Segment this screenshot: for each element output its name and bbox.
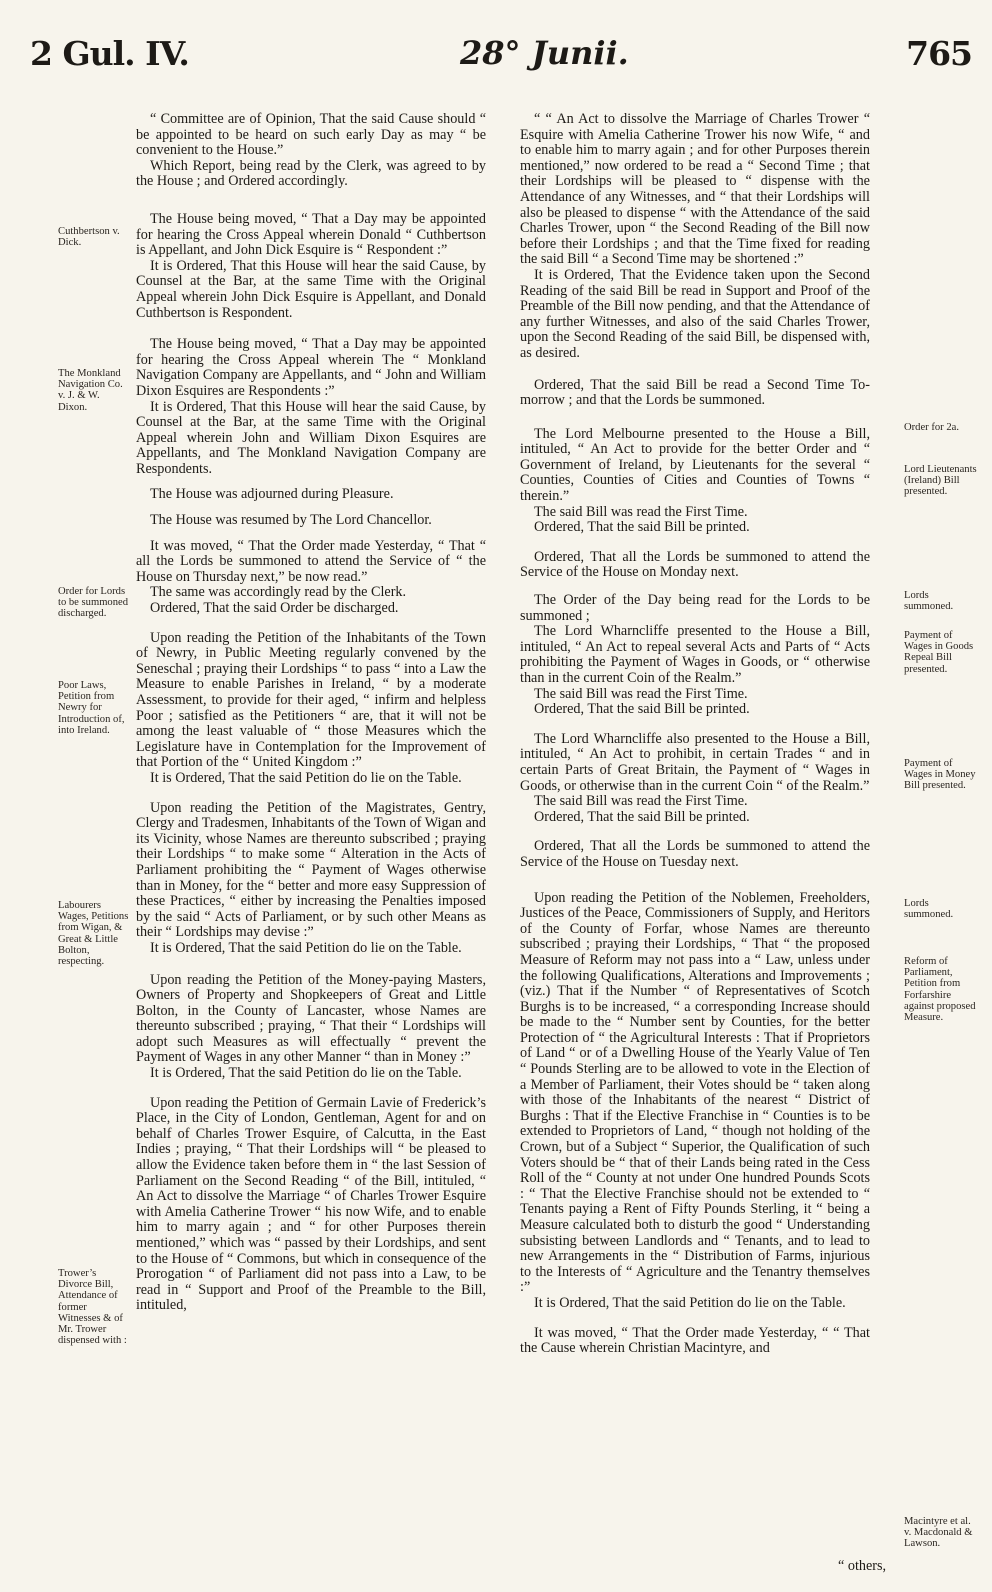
paragraph: Ordered, That all the Lords be summoned to attend the Service of the House on Monday next. bbox=[520, 548, 870, 581]
paragraph: It is Ordered, That the said Petition do lie on the Table. bbox=[534, 1294, 846, 1311]
margin-note: Order for 2a. bbox=[904, 422, 960, 433]
paragraph: Upon reading the Petition of Germain Lavie of Frederick’s Place, in the City of London, Gentleman, Agent for and on behalf of Charles Trower Esquire, of Calcutta, in the East Indies ; praying, “ That their Lordships will “ be pleased to allow the Evidence taken before them in “ the last Session of Parliament on the Second Reading “ of the Bill, intituled, “ An Act to dissolve the Marriage “ of Charles Trower Esquire with Amelia Catherine Trower “ his now Wife, and to enable him to marry again ; and “ for other Purposes therein mentioned,” which was “ passed by their Lordships, and sent to the House of “ Commons, but which in consequence of the Prorogation “ of Parliament did not pass into a Law, to be read in “ Support and Proof of the Preamble to the Bill, intituled, bbox=[136, 1094, 486, 1314]
paragraph: The House being moved, “ That a Day may be appointed for hearing the Cross Appeal wherein The “ Monkland Navigation Company are Appellants, and “ John and William Dixon Esquires are Respondents :” bbox=[136, 336, 486, 399]
margin-note: Lords summoned. bbox=[904, 898, 954, 921]
margin-note: Payment of Wages in Goods Repeal Bill presented. bbox=[904, 630, 974, 675]
paragraph: Ordered, That the said Bill be read a Second Time To-morrow ; and that the Lords be summoned. bbox=[520, 376, 870, 409]
paragraph: “ “ An Act to dissolve the Marriage of Charles Trower “ Esquire with Amelia Catherine Trower his now Wife, “ and to enable him to marry again ; and for other Purposes therein mentioned,” now ordered to be read a “ Second Time ; that their Lordships will be pleased to “ dispense with the Attendance of any Witnesses, and “ that their Lordships will also be pleased to dispense “ with the Attendance of the said Charles Trower, upon “ the Second Reading of the Bill now before their Lordships ; and that the Time fixed for reading the said Bill “ a Second Time may be shortened :” bbox=[520, 111, 870, 268]
paragraph: The said Bill was read the First Time. bbox=[534, 503, 748, 520]
paragraph: Ordered, That the said Bill be printed. bbox=[534, 808, 750, 825]
paragraph: It was moved, “ That the Order made Yesterday, “ That “ all the Lords be summoned to attend the Service of “ the House on Thursday next,” be now read.” bbox=[136, 537, 486, 585]
margin-note: Payment of Wages in Money Bill presented. bbox=[904, 758, 976, 792]
right-column bbox=[520, 112, 870, 1357]
regnal-year: 2 Gul. IV. bbox=[30, 34, 189, 73]
page-number: 765 bbox=[906, 34, 972, 73]
page-header bbox=[30, 30, 972, 74]
paragraph: Ordered, That the said Bill be printed. bbox=[534, 701, 750, 718]
date-heading: 28° Junii. bbox=[460, 34, 629, 72]
paragraph: The said Bill was read the First Time. bbox=[534, 685, 748, 702]
margin-note: Lords summoned. bbox=[904, 590, 954, 613]
paragraph: It is Ordered, That this House will hear the said Cause, by Counsel at the Bar, at the same Time with the Original Appeal wherein John Dick Esquire is Appellant, and Donald Cuthbertson is Respondent. bbox=[136, 257, 486, 321]
margin-note: Reform of Parliament, Petition from Forfarshire against proposed Measure. bbox=[904, 956, 976, 1024]
paragraph: Ordered, That the said Bill be printed. bbox=[534, 519, 750, 536]
paragraph: The House being moved, “ That a Day may be appointed for hearing the Cross Appeal wherein Donald “ Cuthbertson is Appellant, and John Dick Esquire is “ Respondent :” bbox=[136, 210, 486, 259]
paragraph: Upon reading the Petition of the Inhabitants of the Town of Newry, in Public Meeting regularly convened by the Seneschal ; praying their Lordships “ to pass “ into a Law the Measure to enable Parishes in Ireland, “ by a moderate Assessment, to provide for their aged, “ infirm and helpless Poor ; satisfied as the Petitioners “ are, that it will not be among the least valuable of “ those Measures which the Legislature have in Contemplation for the Improvement of that Portion of the “ United Kingdom :” bbox=[136, 629, 486, 771]
paragraph: The House was resumed by The Lord Chancellor. bbox=[150, 512, 432, 529]
paragraph: The same was accordingly read by the Clerk. bbox=[150, 584, 407, 601]
margin-note: Trower’s Divorce Bill, Attendance of former Witnesses & of Mr. Trower dispensed with : bbox=[58, 1268, 127, 1347]
margin-note: The Monkland Navigation Co. v. J. & W. Dixon. bbox=[58, 368, 123, 413]
paragraph: The Lord Wharncliffe presented to the House a Bill, intituled, “ An Act to repeal several Acts and Parts of “ Acts prohibiting the Payment of Wages in Goods, or “ otherwise than in the current Coin of the Realm.” bbox=[520, 623, 870, 686]
paragraph: Upon reading the Petition of the Magistrates, Gentry, Clergy and Tradesmen, Inhabitants of the Town of Wigan and its Vicinity, whose Names are thereunto subscribed ; praying their Lordships “ to make some “ Alteration in the Acts of Parliament prohibiting the “ Payment of Wages otherwise than in Money, for the “ better and more easy Suppression of these Practices, “ either by increasing the Penalties imposed by the said “ Acts of Parliament, or by such other Means as their “ Lordships may devise :” bbox=[136, 799, 486, 941]
paragraph: It is Ordered, That the said Petition do lie on the Table. bbox=[150, 769, 462, 786]
paragraph: Which Report, being read by the Clerk, was agreed to by the House ; and Ordered accordingly. bbox=[136, 157, 486, 190]
margin-note: Poor Laws, Petition from Newry for Introduction of, into Ireland. bbox=[58, 680, 125, 736]
paragraph: It was moved, “ That the Order made Yesterday, “ “ That the Cause wherein Christian Macintyre, and bbox=[520, 1324, 870, 1357]
paragraph: The Lord Melbourne presented to the House a Bill, intituled, “ An Act to provide for the better Order and “ Government of Ireland, by Lieutenants for the several “ Counties, Counties of Cities and Counties of Towns “ therein.” bbox=[520, 425, 870, 505]
margin-note: Lord Lieutenants (Ireland) Bill presented. bbox=[904, 464, 977, 498]
paragraph: It is Ordered, That the Evidence taken upon the Second Reading of the said Bill be read in Support and Proof of the Preamble of the Bill now pending, and that the Attendance of any further Witnesses, and also of the said Charles Trower, upon the Second Reading of the said Bill, be dispensed with, as desired. bbox=[520, 266, 870, 361]
margin-note: Order for Lords to be summoned discharged. bbox=[58, 586, 129, 620]
margin-note: Labourers Wages, Petitions from Wigan, & Great & Little Bolton, respecting. bbox=[58, 900, 129, 968]
paragraph: Upon reading the Petition of the Noblemen, Freeholders, Justices of the Peace, Commissioners of Supply, and Heritors of the County of Forfar, whose Names are thereunto subscribed ; praying their Lordships, “ That “ the proposed Measure of Reform may not pass into a “ Law, unless under the following Qualifications, Alterations and Improvements ; (viz.) That if the Number “ of Representatives of Scotch Burghs is to be increased, “ a corresponding Increase should be made to the “ Number sent by Counties, for the better Protection of “ the Agricultural Interests : That if Proprietors of Land “ or of a Dwelling House of the Yearly Value of Ten “ Pounds Sterling are to be allowed to vote in the Election of a Member of Parliament, their Votes should be “ taken along with those of the Inhabitants of the nearest “ District of Burghs : That if the Elective Franchise in “ Counties is to be extended to Proprietors of Land, “ though not holding of the Crown, but of a Subject “ Superior, the Qualification of such Voters should be “ that of their Lands being rated in the Cess Roll of the “ County at not under One hundred Pounds Scots : “ That the Elective Franchise should not be extended to “ Tenants paying a Rent of Fifty Pounds Sterling, it “ being a Measure calculated both to disturb the good “ Understanding subsisting between Landlords and “ Tenants, and to lead to new Arrangements in the “ Distribution of Farms, injurious to the Interests of “ Agriculture and the Tenantry themselves :” bbox=[520, 889, 870, 1296]
margin-note: Cuthbertson v. Dick. bbox=[58, 226, 120, 249]
catchword: “ others, bbox=[838, 1558, 887, 1574]
margin-note: Macintyre et al. v. Macdonald & Lawson. bbox=[904, 1516, 973, 1550]
paragraph: The Lord Wharncliffe also presented to the House a Bill, intituled, “ An Act to prohibit, in certain Trades “ and in certain Parts of Great Britain, the Payment of “ Wages in Goods, or otherwise than in the current Coin “ of the Realm.” bbox=[520, 730, 870, 794]
paragraph: The Order of the Day being read for the Lords to be summoned ; bbox=[520, 592, 870, 624]
paragraph: Ordered, That the said Order be discharged. bbox=[150, 600, 399, 617]
paragraph: It is Ordered, That the said Petition do lie on the Table. bbox=[150, 1065, 462, 1082]
paragraph: It is Ordered, That this House will hear the said Cause, by Counsel at the Bar, at the same Time with the Original Appeal wherein John and William Dixon Esquires are Appellants, and The Monkland Navigation Company are Respondents. bbox=[136, 398, 486, 477]
left-column bbox=[136, 112, 486, 1314]
paragraph: Ordered, That all the Lords be summoned to attend the Service of the House on Tuesday next. bbox=[520, 838, 870, 870]
paragraph: The House was adjourned during Pleasure. bbox=[150, 486, 394, 503]
paragraph: “ Committee are of Opinion, That the said Cause should “ be appointed to be heard on such early Day as may “ be convenient to the House.” bbox=[136, 111, 486, 159]
paragraph: It is Ordered, That the said Petition do lie on the Table. bbox=[150, 939, 462, 956]
paragraph: Upon reading the Petition of the Money-paying Masters, Owners of Property and Shopkeepers of Great and Little Bolton, in the County of Lancaster, whose Names are thereunto subscribed ; praying, “ That their “ Lordships will adopt such Measures as will effectually “ prevent the Payment of Wages in any other Manner “ than in Money :” bbox=[136, 971, 486, 1066]
paragraph: The said Bill was read the First Time. bbox=[534, 793, 748, 810]
